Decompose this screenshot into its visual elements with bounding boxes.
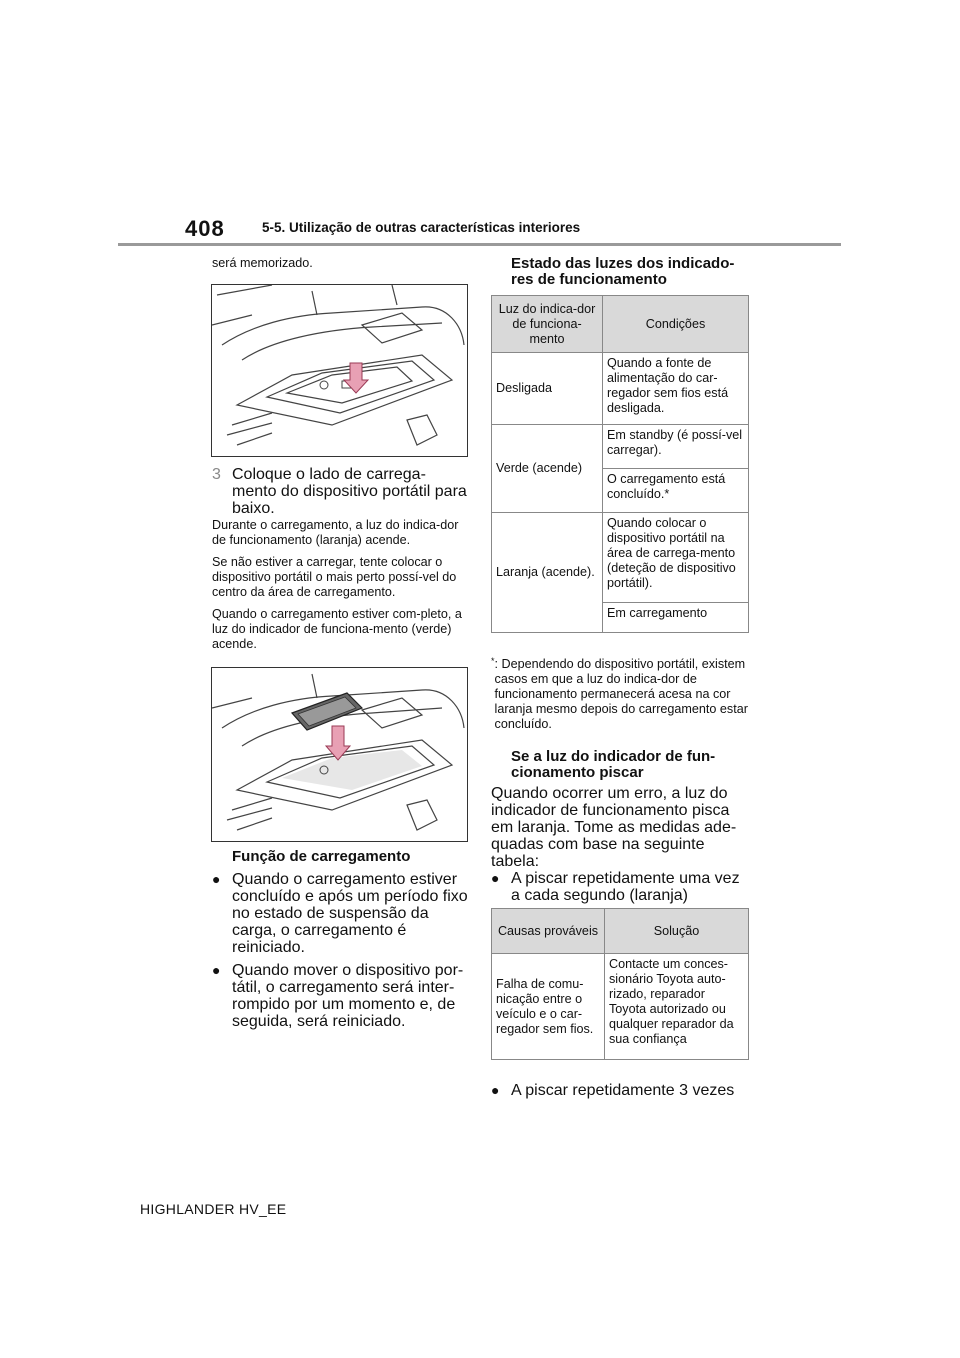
illustration-phone-on-charger xyxy=(211,667,468,842)
step-number: 3 xyxy=(212,466,221,483)
table-row xyxy=(492,954,749,1060)
status-condition: Em standby (é possí-vel carregar). xyxy=(603,425,749,469)
footnote xyxy=(491,657,753,732)
note-charging-light: Durante o carregamento, a luz do indica-dor de funcionamento (laranja) acende. xyxy=(212,518,459,547)
footnote-mark: * xyxy=(491,656,495,666)
illustration-console-charger xyxy=(211,284,468,457)
charging-function-list xyxy=(212,871,470,1030)
footer-model: HIGHLANDER HV_EE xyxy=(140,1201,287,1217)
bullet-icon: ● xyxy=(491,870,500,886)
blink-heading: Se a luz do indicador de fun-cionamento piscar xyxy=(511,748,716,781)
bullet-text: Quando o carregamento estiver concluído e após um período fixo no estado de suspensão da carga, o carregamento é reiniciado. xyxy=(232,871,468,956)
table-row xyxy=(492,513,749,603)
bullet-icon: ● xyxy=(212,962,221,978)
charging-function-heading: Função de carregamento xyxy=(232,848,411,865)
bullet-text: A piscar repetidamente 3 vezes xyxy=(511,1082,735,1099)
blink-text: Quando ocorrer um erro, a luz do indicador de funcionamento pisca em laranja. Tome as medidas ade-quadas com base na seguinte tabela: xyxy=(491,785,737,870)
status-condition: Quando colocar o dispositivo portátil na área de carrega-mento (deteção de dispositivo portátil). xyxy=(603,513,749,603)
section-title: 5-5. Utilização de outras características interiores xyxy=(262,220,581,235)
footnote-text: : Dependendo do dispositivo portátil, existem casos em que a luz do indica-dor de funcionamento permanecerá acesa na cor laranja mesmo depois do carregamento estar concluído. xyxy=(494,657,748,731)
status-header-conditions: Condições xyxy=(603,296,749,353)
note-charging-complete: Quando o carregamento estiver com-pleto, a luz do indicador de funciona-mento (verde) acende. xyxy=(212,607,462,651)
error-header-cause: Causas prováveis xyxy=(492,909,605,954)
bullet-text: A piscar repetidamente uma vez a cada segundo (laranja) xyxy=(511,870,740,904)
status-light-off: Desligada xyxy=(492,353,603,425)
list-item xyxy=(212,871,470,956)
status-condition: O carregamento está concluído.* xyxy=(603,469,749,513)
status-light-green: Verde (acende) xyxy=(492,425,603,513)
bullet-icon: ● xyxy=(212,871,221,887)
charging-notes xyxy=(212,518,470,652)
header-rule xyxy=(118,243,841,246)
status-heading: Estado das luzes dos indicado-res de funcionamento xyxy=(511,255,735,288)
step-text: Coloque o lado de carrega-mento do dispositivo portátil para baixo. xyxy=(232,466,467,517)
intro-text: será memorizado. xyxy=(212,256,313,270)
error-cause: Falha de comu-nicação entre o veículo e o car-regador sem fios. xyxy=(492,954,605,1060)
error-solution: Contacte um conces-sionário Toyota auto-rizado, reparador Toyota autorizado ou qualquer reparador da sua confiança xyxy=(605,954,749,1060)
note-not-charging: Se não estiver a carregar, tente colocar o dispositivo portátil o mais perto possí-vel do centro da área de carregamento. xyxy=(212,555,457,599)
error-table xyxy=(491,908,749,1060)
error-header-solution: Solução xyxy=(605,909,749,954)
bullet-icon: ● xyxy=(491,1082,500,1098)
blink-list-2 xyxy=(491,1082,749,1099)
table-row xyxy=(492,425,749,469)
status-condition: Em carregamento xyxy=(603,603,749,633)
list-item xyxy=(212,962,470,1030)
status-header-light: Luz do indica-dor de funciona-mento xyxy=(492,296,603,353)
blink-list-1 xyxy=(491,870,749,904)
list-item xyxy=(491,870,749,904)
step-3 xyxy=(212,466,467,517)
status-light-orange: Laranja (acende). xyxy=(492,513,603,633)
page-number: 408 xyxy=(185,216,225,241)
bullet-text: Quando mover o dispositivo por-tátil, o carregamento será inter-rompido por um momento e, de seguida, será reiniciado. xyxy=(232,962,464,1030)
status-condition: Quando a fonte de alimentação do car-regador sem fios está desligada. xyxy=(603,353,749,425)
status-table xyxy=(491,295,749,633)
list-item xyxy=(491,1082,749,1099)
table-row xyxy=(492,353,749,425)
